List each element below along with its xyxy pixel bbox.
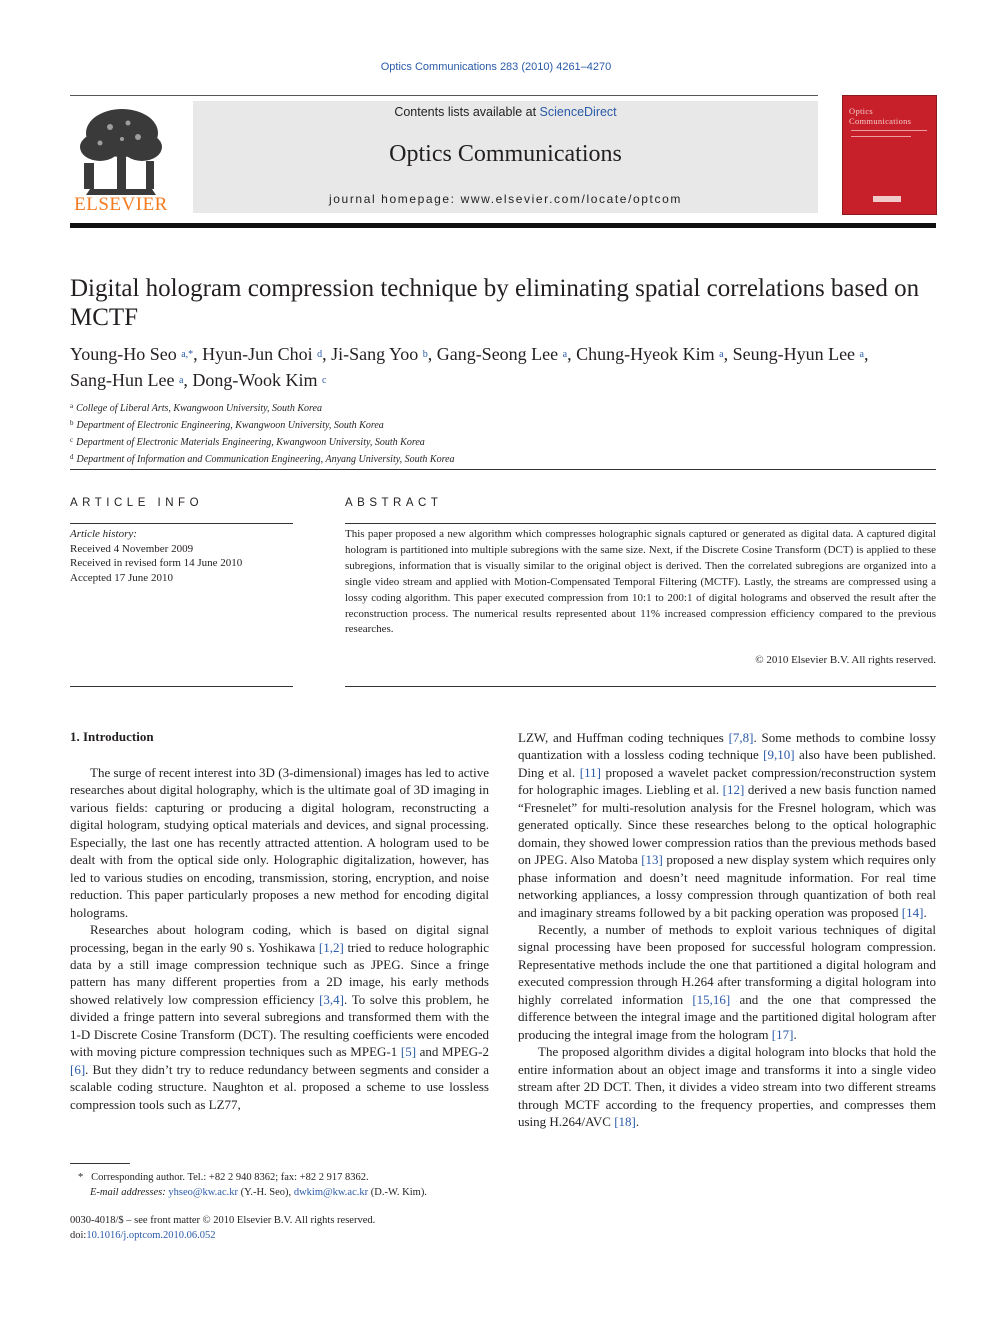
footnote-emails	[70, 1185, 489, 1200]
footnote	[70, 1170, 489, 1200]
citation-link[interactable]: [7,8]	[728, 730, 754, 745]
article-info-bottom-rule	[70, 686, 293, 687]
body-paragraph	[70, 764, 489, 921]
body-paragraph	[518, 1043, 936, 1130]
author-separator: ,	[723, 344, 733, 364]
abstract-text: This paper proposed a new algorithm which compresses holographic signals captured or generated as digital data. A captured digital hologram is partitioned into multiple subregions with the same size. Next, if the Discrete Cosine Transform (DCT) is applied to these subregions, information that is visually similar to the original object is derived. Then the correlated subregions are organized into a single video stream and applied with Motion-Compensated Temporal Filtering (MCTF). Lastly, the streams are compressed using a lossy coding algorithm. This paper executed compression from 10:1 to 200:1 of digital holograms and observed the result after the reconstruction process. The numerical results represented about 11% increased compression efficiency compared to the previous researches.	[345, 528, 936, 636]
paragraph-text: derived a new basis function named “Fresnelet” for multi-resolution analysis for the Fresnel hologram, which was generated optically. Since these researches belong to the optical holographic domain, they showed lower compression ratios than the previous methods based on JPEG. Also Matoba	[518, 782, 937, 868]
author-separator: ,	[322, 344, 332, 364]
paragraph-text: .	[635, 1113, 640, 1129]
affiliation-mark: a	[70, 402, 74, 410]
author-name: Young-Ho Seo	[70, 344, 177, 364]
revised-date: Received in revised form 14 June 2010	[70, 557, 243, 570]
article-info-rule	[70, 523, 293, 524]
citation-link[interactable]: [17]	[771, 1026, 794, 1042]
affiliation-mark: b	[70, 419, 74, 427]
paragraph-text: The surge of recent interest into 3D (3-dimensional) images has led to active researches about digital holography, which is the ultimate goal of 3D imaging in various fields: capturing or producing a digital hologram, reconstructing a digital hologram, studying optical materials and devices, and signal processing. Especially, the last one has recently attracted attention. A hologram used to be dealt with from the optical side only. Holographic digitalization, however, has led to various studies on encoding, transmission, storing, encryption, and noise reduction. This paper particularly proposes a new method for encoding digital holograms.	[70, 765, 489, 920]
paragraph-text: tried to reduce holographic data by a still image compression technique such as JPEG. Since a fringe pattern has many different properties from a 2D image, his early methods showed relatively low compression efficiency	[70, 939, 489, 1007]
doi-line	[70, 1228, 489, 1243]
article-history	[70, 527, 293, 586]
author-name: Dong-Wook Kim	[192, 370, 318, 390]
abstract-rule	[345, 523, 936, 524]
abstract-copyright: © 2010 Elsevier B.V. All rights reserved.	[755, 654, 936, 666]
author-separator: ,	[864, 344, 869, 364]
footnote-rule	[70, 1163, 130, 1164]
author-list	[70, 343, 940, 395]
citation-link[interactable]: [14]	[901, 904, 924, 920]
paragraph-text: LZW, and Huffman coding techniques	[518, 730, 729, 745]
paragraph-text: proposed a new display system which requires only phase information and doesn’t need magnitude information. For real time networking appliances, a lossy compression through quantization of both real and imaginary streams followed by a bit packing operation was proposed	[518, 852, 936, 920]
corresponding-author-text: Corresponding author. Tel.: +82 2 940 8362; fax: +82 2 917 8362.	[91, 1172, 369, 1183]
email-owner-2: (D.-W. Kim).	[368, 1187, 427, 1198]
article-title: Digital hologram compression technique by eliminating spatial correlations based on MCTF	[70, 275, 920, 331]
journal-reference[interactable]: Optics Communications 283 (2010) 4261–4270	[380, 61, 612, 73]
paragraph-text: also have been published. Ding et al.	[518, 747, 936, 780]
article-info-heading: ARTICLE INFO	[70, 497, 204, 509]
history-label: Article history:	[70, 528, 137, 540]
author-line-2	[70, 369, 940, 395]
paragraph-text: Recently, a number of methods to exploit various techniques of digital signal processing have been proposed for successful hologram compression. Representative methods include the one that partitioned a digital hologram and executed compression through H.264 after transforming a digital hologram into highly correlated information	[518, 921, 936, 1007]
cover-publisher-mark	[873, 196, 901, 202]
email-link-1[interactable]: yhseo@kw.ac.kr	[168, 1187, 238, 1198]
citation-link[interactable]: [15,16]	[692, 991, 731, 1007]
front-matter-line: 0030-4018/$ – see front matter © 2010 Elsevier B.V. All rights reserved.	[70, 1215, 376, 1226]
author-line-1	[70, 343, 940, 369]
cover-title: Optics Communications	[849, 106, 912, 126]
citation-link[interactable]: [5]	[400, 1044, 417, 1060]
sciencedirect-link[interactable]: ScienceDirect	[539, 105, 617, 119]
author-name: Sang-Hun Lee	[70, 370, 175, 390]
contents-prefix: Contents lists available at	[394, 105, 540, 119]
journal-cover	[842, 95, 937, 215]
citation-link[interactable]: [1,2]	[318, 939, 344, 955]
received-date: Received 4 November 2009	[70, 542, 194, 555]
author-affiliation-mark[interactable]: a	[178, 375, 184, 386]
cover-rule	[851, 130, 927, 131]
paragraph-text: proposed a wavelet packet compression/reconstruction system for holographic images. Liebling et al.	[518, 764, 937, 798]
author-name: Gang-Seong Lee	[436, 344, 559, 364]
contents-line	[193, 105, 818, 119]
affiliation-item	[70, 433, 936, 450]
footnote-mark: *	[78, 1172, 84, 1183]
author-affiliation-mark[interactable]: a,*	[181, 349, 194, 360]
journal-name: Optics Communications	[389, 141, 622, 167]
journal-homepage	[193, 192, 818, 206]
affiliation-mark: c	[70, 436, 74, 444]
paragraph-text: The proposed algorithm divides a digital hologram into blocks that hold the entire information about an object image and transforms it into a single video stream after 2D DCT. Then, it divides a video stream into two different streams through MCTF according to the frequency properties, and compresses them using H.264/AVC	[518, 1044, 936, 1129]
affiliation-mark: d	[70, 453, 74, 461]
email-owner-1: (Y.-H. Seo),	[238, 1187, 294, 1198]
accepted-date: Accepted 17 June 2010	[70, 572, 173, 585]
author-separator: ,	[183, 370, 193, 390]
paragraph-text: . Some methods to combine lossy quantization with a lossless coding technique	[518, 730, 936, 763]
citation-link[interactable]: [13]	[641, 852, 663, 868]
paragraph-text: . But they didn’t try to reduce redundancy between segments and consider a scalable coding structure. Naughton et al. proposed a scheme to use lossless compression tools such as LZ77,	[70, 1061, 489, 1112]
author-separator: ,	[193, 344, 203, 364]
publisher-wordmark: ELSEVIER	[74, 194, 168, 215]
author-affiliation-mark[interactable]: a	[562, 349, 568, 360]
cover-rule-2	[851, 136, 911, 137]
body-left-column	[70, 764, 489, 1113]
imprint	[70, 1213, 489, 1243]
footnote-corresponding	[70, 1170, 489, 1185]
citation-link[interactable]: [3,4]	[319, 991, 345, 1007]
header-heavy-rule	[70, 223, 936, 228]
author-affiliation-mark[interactable]: b	[422, 349, 428, 360]
citation-link[interactable]: [18]	[614, 1113, 636, 1129]
email-label: E-mail addresses:	[90, 1187, 166, 1198]
citation-link[interactable]: [9,10]	[763, 747, 795, 763]
homepage-label: journal homepage:	[329, 192, 461, 206]
affiliation-text: College of Liberal Arts, Kwangwoon University, South Korea	[76, 403, 322, 414]
affiliation-rule	[70, 469, 936, 470]
body-right-column	[518, 729, 936, 1130]
affiliation-item	[70, 416, 936, 433]
paragraph-text: and the one that compressed the difference between the integral image and the partitioned digital hologram after producing the integral image from the hologram	[518, 991, 936, 1042]
paragraph-text: Researches about hologram coding, which is based on digital signal processing, began in the early 90 s. Yoshikawa	[70, 922, 489, 955]
affiliation-item	[70, 399, 936, 416]
homepage-link[interactable]: www.elsevier.com/locate/optcom	[460, 192, 682, 206]
body-paragraph	[518, 921, 936, 1043]
author-name: Chung-Hyeok Kim	[576, 344, 715, 364]
author-name: Seung-Hyun Lee	[732, 344, 856, 364]
affiliation-text: Department of Electronic Materials Engineering, Kwangwoon University, South Korea	[76, 437, 425, 448]
author-affiliation-mark[interactable]: a	[859, 349, 864, 360]
paragraph-text: .	[793, 1026, 797, 1042]
header-rule	[70, 95, 818, 96]
citation-link[interactable]: [11]	[579, 764, 601, 780]
paragraph-text: .	[923, 904, 927, 920]
affiliation-text: Department of Electronic Engineering, Kwangwoon University, South Korea	[76, 420, 384, 431]
author-affiliation-mark[interactable]: c	[321, 375, 327, 386]
citation-link[interactable]: [6]	[70, 1061, 86, 1077]
elsevier-logo	[70, 103, 172, 215]
affiliation-item	[70, 450, 936, 467]
author-separator: ,	[427, 344, 437, 364]
author-separator: ,	[567, 344, 577, 364]
citation-link[interactable]: [12]	[722, 782, 745, 798]
section-heading-introduction: 1. Introduction	[70, 729, 154, 744]
email-link-2[interactable]: dwkim@kw.ac.kr	[293, 1187, 369, 1198]
author-affiliation-mark[interactable]: d	[317, 349, 323, 360]
doi-link[interactable]: 10.1016/j.optcom.2010.06.052	[86, 1230, 216, 1241]
author-name: Hyun-Jun Choi	[202, 344, 313, 364]
doi-prefix: doi:	[70, 1230, 87, 1241]
affiliation-text: Department of Information and Communication Engineering, Anyang University, South Korea	[76, 454, 455, 465]
abstract-heading: ABSTRACT	[345, 497, 443, 509]
affiliation-list	[70, 399, 936, 467]
body-paragraph	[70, 921, 489, 1113]
paragraph-text: . To solve this problem, he divided a fringe pattern into several subregions and transformed them with the 1-D Discrete Cosine Transform (DCT). The resulting coefficients were encoded with moving picture compression techniques such as MPEG-1	[70, 991, 489, 1060]
author-affiliation-mark[interactable]: a	[719, 349, 724, 360]
paragraph-text: and MPEG-2	[416, 1044, 490, 1060]
body-paragraph	[518, 729, 936, 921]
abstract-bottom-rule	[345, 686, 936, 687]
author-name: Ji-Sang Yoo	[331, 344, 419, 364]
